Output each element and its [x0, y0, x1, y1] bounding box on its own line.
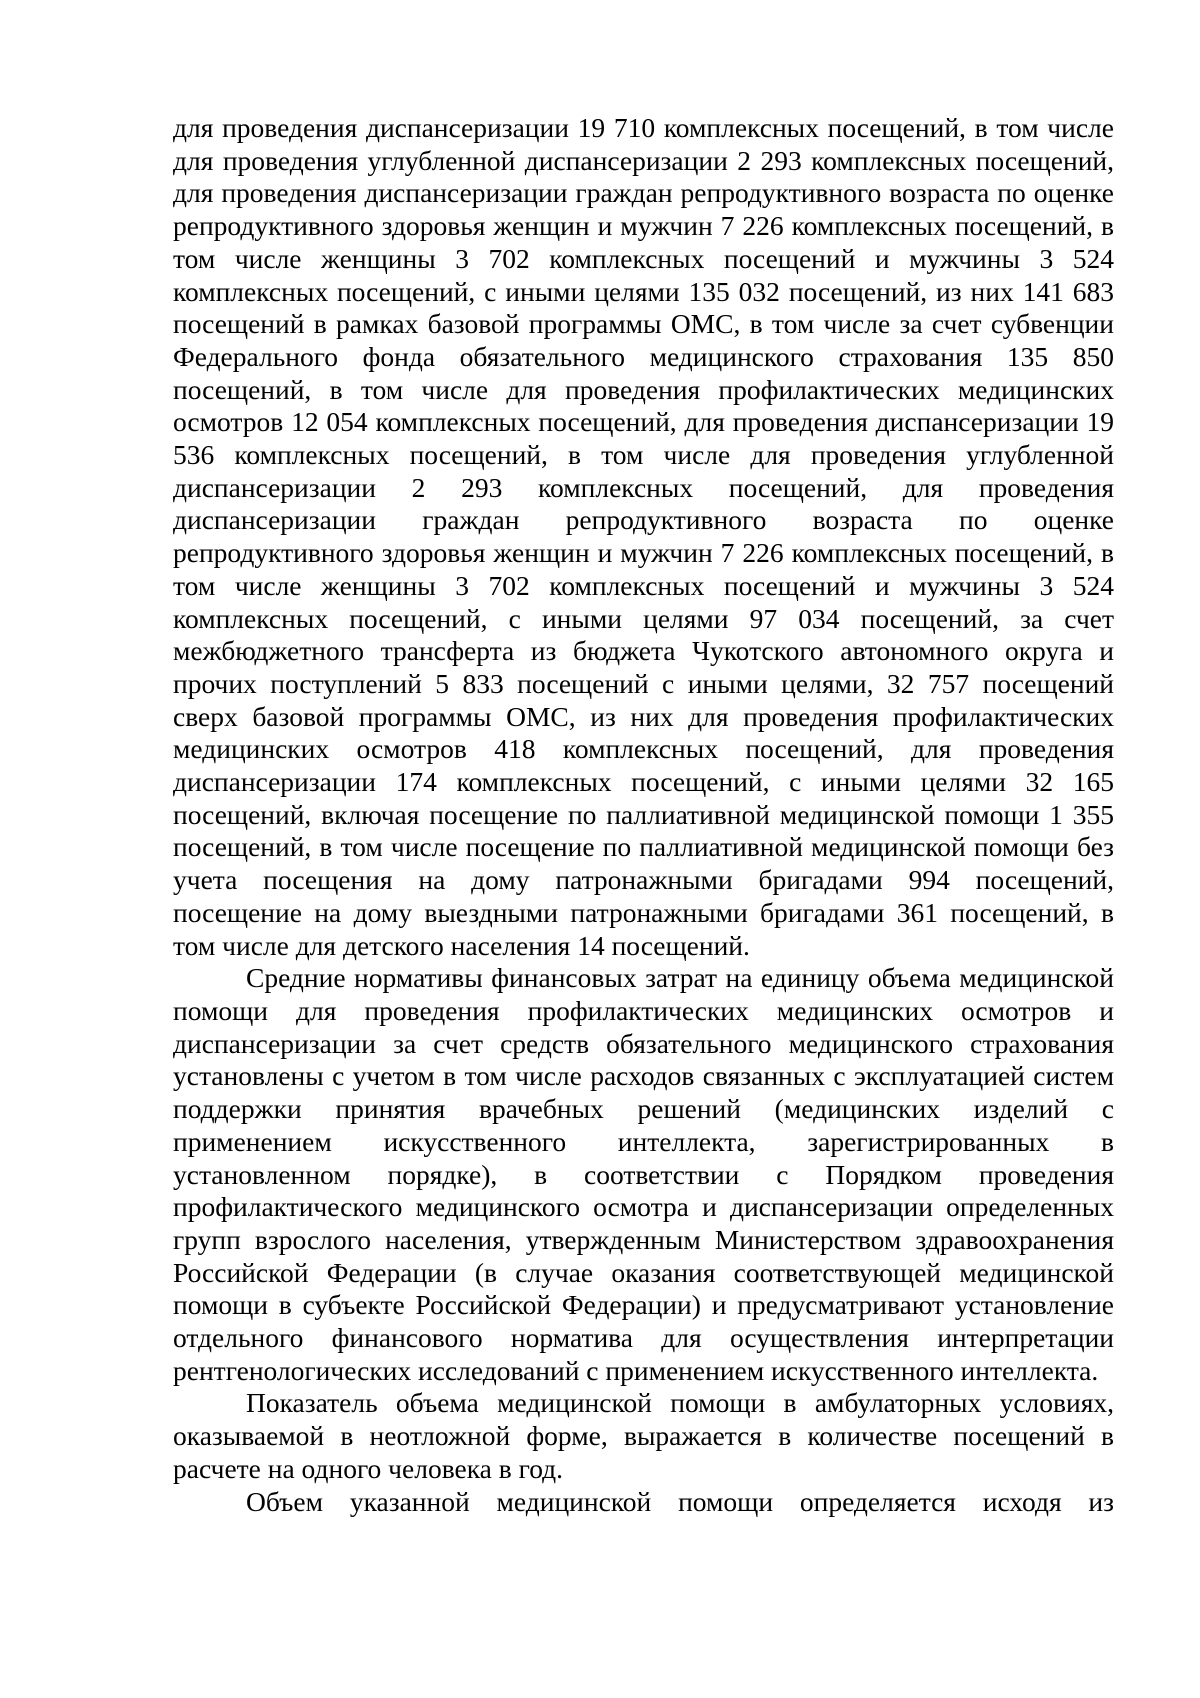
document-body	[173, 112, 1114, 1518]
paragraph-outpatient-visits-volume: для проведения диспансеризации 19 710 комплексных посещений, в том числе для проведения углубленной диспансеризации 2 293 комплексных посещений, для проведения диспансеризации граждан репродуктивного возраста по оценке репродуктивного здоровья женщин и мужчин 7 226 комплексных посещений, в том числе женщины 3 702 комплексных посещений и мужчины 3 524 комплексных посещений, с иными целями 135 032 посещений, из них 141 683 посещений в рамках базовой программы ОМС, в том числе за счет субвенции Федерального фонда обязательного медицинского страхования 135 850 посещений, в том числе для проведения профилактических медицинских осмотров 12 054 комплексных посещений, для проведения диспансеризации 19 536 комплексных посещений, в том числе для проведения углубленной диспансеризации 2 293 комплексных посещений, для проведения диспансеризации граждан репродуктивного возраста по оценке репродуктивного здоровья женщин и мужчин 7 226 комплексных посещений, в том числе женщины 3 702 комплексных посещений и мужчины 3 524 комплексных посещений, с иными целями 97 034 посещений, за счет межбюджетного трансферта из бюджета Чукотского автономного округа и прочих поступлений 5 833 посещений с иными целями, 32 757 посещений сверх базовой программы ОМС, из них для проведения профилактических медицинских осмотров 418 комплексных посещений, для проведения диспансеризации 174 комплексных посещений, с иными целями 32 165 посещений, включая посещение по паллиативной медицинской помощи 1 355 посещений, в том числе посещение по паллиативной медицинской помощи без учета посещения на дому патронажными бригадами 994 посещений, посещение на дому выездными патронажными бригадами 361 посещений, в том числе для детского населения 14 посещений.	[173, 112, 1114, 961]
paragraph-volume-determination: Объем указанной медицинской помощи определяется исходя из	[246, 1485, 1114, 1517]
paragraph-financial-cost-norms: Средние нормативы финансовых затрат на единицу объема медицинской помощи для проведения профилактических медицинских осмотров и диспансеризации за счет средств обязательного медицинского страхования установлены с учетом в том числе расходов связанных с эксплуатацией систем поддержки принятия врачебных решений (медицинских изделий с применением искусственного интеллекта, зарегистрированных в установленном порядке), в соответствии с Порядком проведения профилактического медицинского осмотра и диспансеризации определенных групп взрослого населения, утвержденным Министерством здравоохранения Российской Федерации (в случае оказания соответствующей медицинской помощи в субъекте Российской Федерации) и предусматривают установление отдельного финансового норматива для осуществления интерпретации рентгенологических исследований с применением искусственного интеллекта.	[173, 962, 1114, 1386]
paragraph-emergency-care-indicator: Показатель объема медицинской помощи в амбулаторных условиях, оказываемой в неотложной форме, выражается в количестве посещений в расчете на одного человека в год.	[173, 1387, 1114, 1484]
